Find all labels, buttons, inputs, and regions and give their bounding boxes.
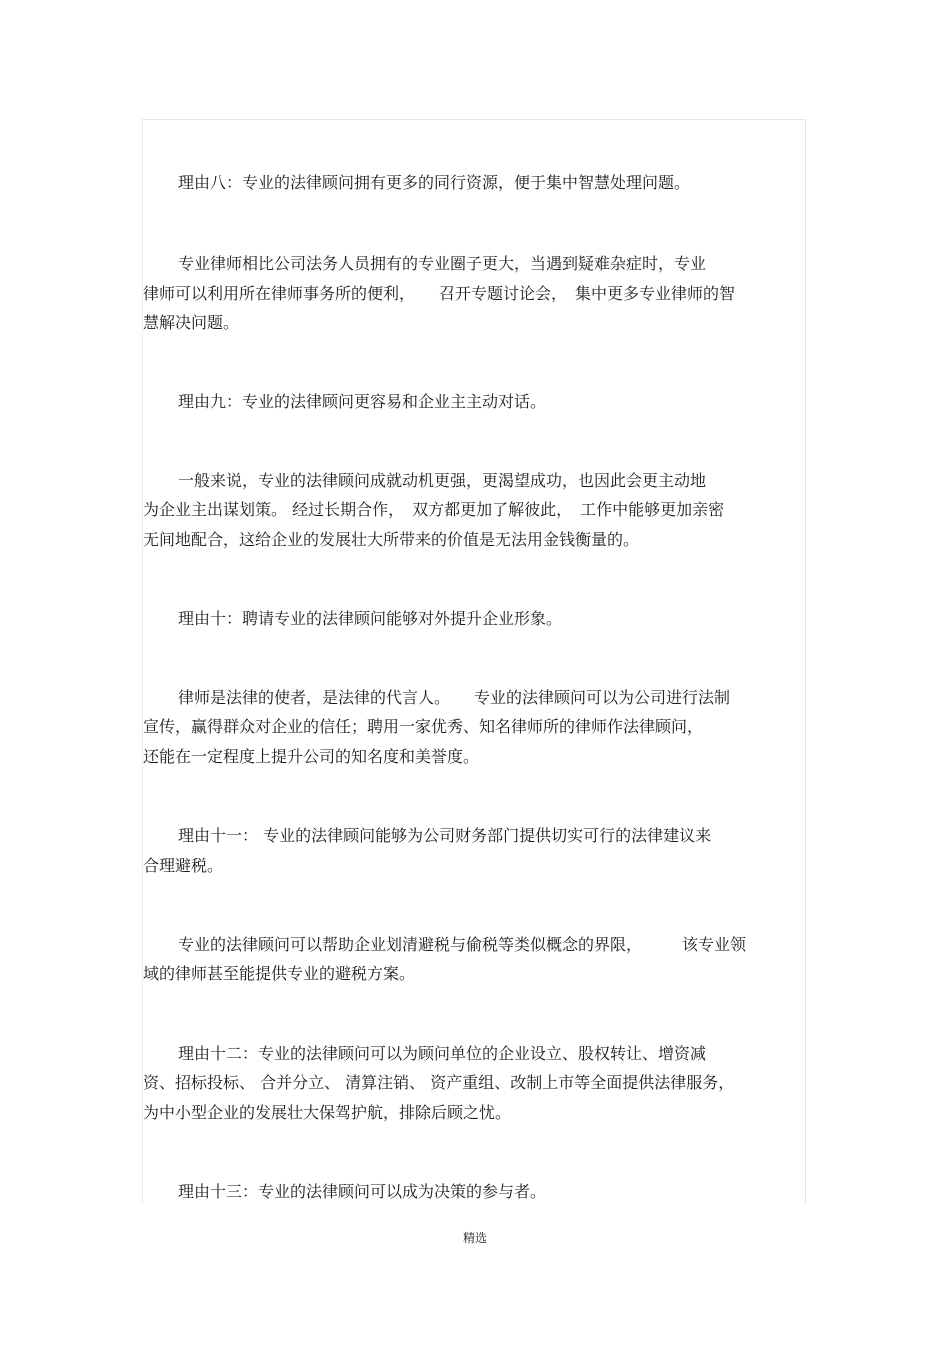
reason-12-heading-line-3: 为中小型企业的发展壮大保驾护航，排除后顾之忧。 <box>143 1103 512 1122</box>
reason-11-heading-line-2: 合理避税。 <box>143 856 224 875</box>
reason-12-heading-line-2: 资、招标投标、 合并分立、 清算注销、 资产重组、改制上市等全面提供法律服务， <box>143 1073 735 1092</box>
reason-13-heading: 理由十三：专业的法律顾问可以成为决策的参与者。 <box>178 1182 547 1201</box>
page-frame <box>142 119 806 1204</box>
reason-9-heading: 理由九：专业的法律顾问更容易和企业主主动对话。 <box>178 392 547 411</box>
reason-10-body-line-1: 律师是法律的使者，是法律的代言人。 专业的法律顾问可以为公司进行法制 <box>178 688 731 707</box>
reason-10-heading: 理由十：聘请专业的法律顾问能够对外提升企业形象。 <box>178 609 563 628</box>
reason-11-body-line-1: 专业的法律顾问可以帮助企业划清避税与偷税等类似概念的界限， 该专业领 <box>178 935 747 954</box>
reason-8-heading: 理由八：专业的法律顾问拥有更多的同行资源，便于集中智慧处理问题。 <box>178 173 691 192</box>
reason-11-heading-line-1: 理由十一： 专业的法律顾问能够为公司财务部门提供切实可行的法律建议来 <box>178 826 712 845</box>
reason-12-heading-line-1: 理由十二：专业的法律顾问可以为顾问单位的企业设立、股权转让、增资减 <box>178 1044 707 1063</box>
reason-8-body-line-3: 慧解决问题。 <box>143 313 240 332</box>
reason-9-body-line-1: 一般来说，专业的法律顾问成就动机更强，更渴望成功，也因此会更主动地 <box>178 471 707 490</box>
reason-10-body-line-2: 宣传，赢得群众对企业的信任；聘用一家优秀、知名律师所的律师作法律顾问， <box>143 717 704 736</box>
reason-8-body-line-1: 专业律师相比公司法务人员拥有的专业圈子更大，当遇到疑难杂症时，专业 <box>178 254 707 273</box>
reason-8-body-line-2: 律师可以利用所在律师事务所的便利， 召开专题讨论会， 集中更多专业律师的智 <box>143 284 736 303</box>
reason-9-body-line-2: 为企业主出谋划策。 经过长期合作， 双方都更加了解彼此， 工作中能够更加亲密 <box>143 500 725 519</box>
reason-11-body-line-2: 域的律师甚至能提供专业的避税方案。 <box>143 964 416 983</box>
page-footer: 精选 <box>462 1231 487 1245</box>
reason-9-body-line-3: 无间地配合，这给企业的发展壮大所带来的价值是无法用金钱衡量的。 <box>143 530 640 549</box>
reason-10-body-line-3: 还能在一定程度上提升公司的知名度和美誉度。 <box>143 747 480 766</box>
